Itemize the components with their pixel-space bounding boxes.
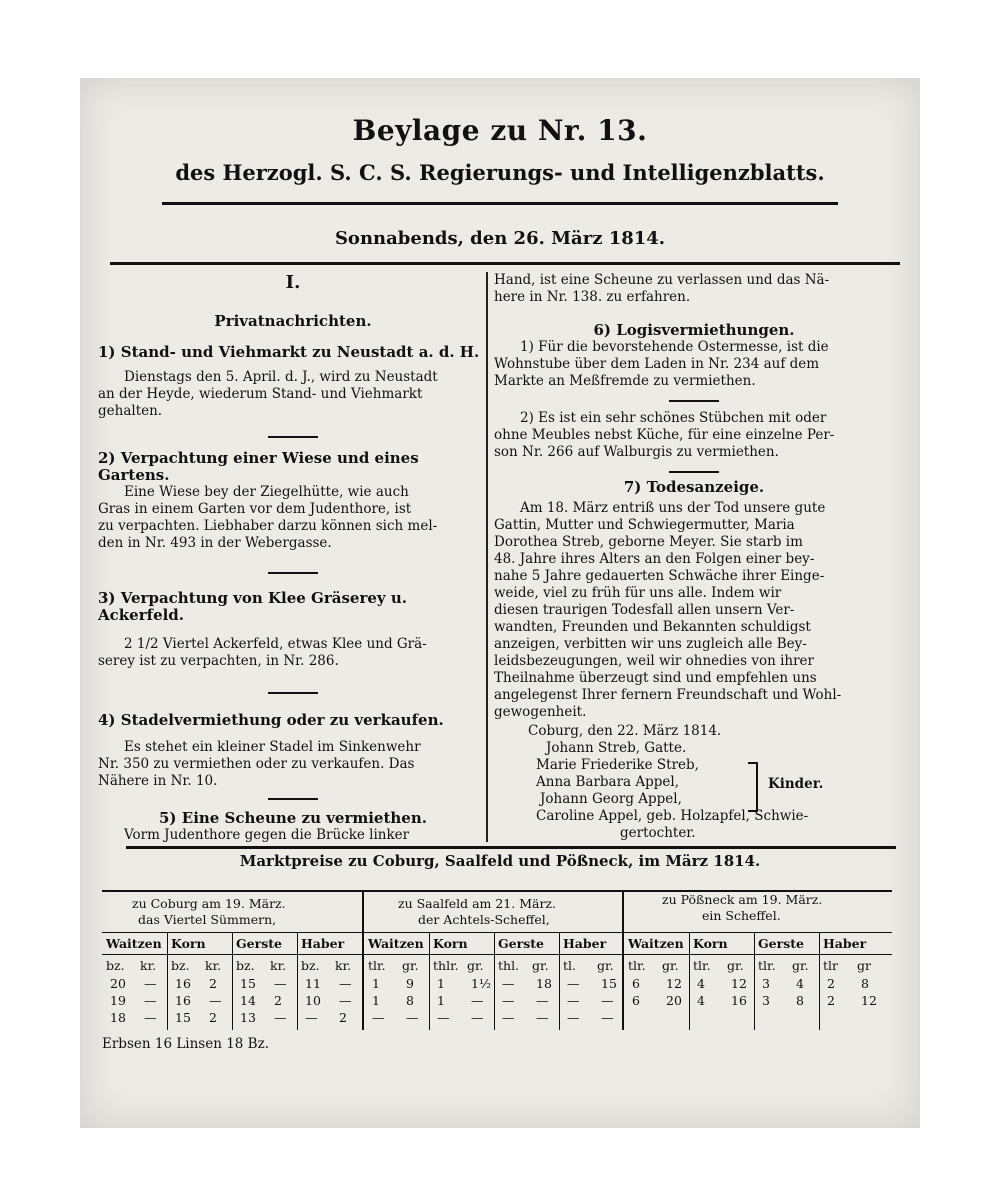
column-divider: [486, 272, 488, 842]
grain-header: Gerste: [236, 936, 282, 951]
price-cell: —: [567, 993, 580, 1008]
notice-title: 4) Stadelvermiethung oder zu verkaufen.: [98, 711, 444, 729]
market-price-table: [102, 870, 902, 1060]
unit-label: gr: [857, 958, 871, 973]
price-cell: 2: [209, 1010, 217, 1025]
notice-body: Eine Wiese bey der Ziegelhütte, wie auch Gras in einem Garten vor dem Judenthore, ist zu verpachten. Liebhaber darzu können sich mel- den in Nr. 493 in der Webergasse.: [98, 484, 438, 551]
grain-header: Haber: [563, 936, 607, 951]
price-cell: —: [502, 993, 515, 1008]
unit-label: gr.: [662, 958, 679, 973]
notice-body: Es stehet ein kleiner Stadel im Sinkenwehr Nr. 350 zu vermiethen oder zu verkaufen. Das Nähere in Nr. 10.: [98, 739, 421, 789]
price-cell: 16: [175, 993, 191, 1008]
price-cell: 20: [110, 976, 126, 991]
price-cell: 6: [632, 976, 640, 991]
unit-label: bz.: [301, 958, 320, 973]
newspaper-page: [80, 78, 920, 1128]
grain-header: Gerste: [758, 936, 804, 951]
group-header: ein Scheffel.: [702, 908, 781, 923]
separator: [268, 436, 318, 438]
notice-body: 2 1/2 Viertel Ackerfeld, etwas Klee und Grä- serey ist zu verpachten, in Nr. 286.: [98, 636, 427, 669]
cell-divider: [754, 932, 755, 1030]
price-cell: —: [601, 993, 614, 1008]
page-subtitle: des Herzogl. S. C. S. Regierungs- und Intelligenzblatts.: [175, 160, 825, 185]
unit-label: gr.: [597, 958, 614, 973]
unit-label: gr.: [402, 958, 419, 973]
price-cell: —: [536, 993, 549, 1008]
notice-title: 1) Stand- und Viehmarkt zu Neustadt a. d. H.: [98, 343, 480, 361]
price-cell: —: [437, 1010, 450, 1025]
price-cell: —: [567, 1010, 580, 1025]
price-cell: —: [502, 976, 515, 991]
price-cell: 1½: [471, 976, 492, 991]
price-cell: 4: [697, 993, 705, 1008]
signer: Johann Streb, Gatte.: [546, 740, 687, 756]
cell-divider: [167, 932, 168, 1030]
notice-body: Dienstags den 5. April. d. J., wird zu Neustadt an der Heyde, wiederum Stand- und Viehmarkt gehalten.: [98, 369, 438, 419]
group-header: zu Coburg am 19. März.: [132, 896, 286, 911]
notice-title: 3) Verpachtung von Klee Gräserey u. Ackerfeld.: [98, 589, 407, 624]
grain-header: Korn: [693, 936, 728, 951]
price-cell: 10: [305, 993, 321, 1008]
price-cell: 2: [209, 976, 217, 991]
price-cell: 15: [175, 1010, 191, 1025]
header-rule: [102, 954, 892, 955]
price-cell: 2: [274, 993, 282, 1008]
price-cell: 20: [666, 993, 682, 1008]
price-cell: 12: [861, 993, 877, 1008]
price-cell: —: [274, 976, 287, 991]
price-cell: —: [144, 993, 157, 1008]
price-cell: 2: [339, 1010, 347, 1025]
unit-label: kr.: [140, 958, 157, 973]
unit-label: tlr.: [628, 958, 646, 973]
price-cell: 8: [861, 976, 869, 991]
place-date: Coburg, den 22. März 1814.: [528, 723, 722, 739]
grain-header: Korn: [171, 936, 206, 951]
page-title: Beylage zu Nr. 13.: [352, 114, 648, 147]
signer: Johann Georg Appel,: [540, 791, 682, 807]
right-column: Hand, ist eine Scheune zu verlassen und das Nä- here in Nr. 138. zu erfahren. 6) Logisvermiethungen. 1) Für die bevorstehende Ostermesse, ist die Wohnstube über dem Laden in Nr. 234 auf dem Markte an Meßfremde zu vermiethen. 2) Es ist ein sehr schönes Stübchen mit oder ohne Meubles nebst Küche, für eine einzelne Per- son Nr. 266 auf Walburgis zu vermiethen. 7) Todesanzeige. Am 18. März entriß uns der Tod unsere gute Gattin, Mutter und Schwiegermutter, Maria Dorothea Streb, geborne Meyer. Sie starb im 48. Jahre ihres Alters an den Folgen einer bey- nahe 5 Jahre gedauerten Schwäche ihrer Einge- weide, viel zu früh für uns alle. Indem wir diesen traurigen Todesfall allen unsern Ver- wandten, Freunden und Bekannten schuldigst anzeigen, verbitten wir uns zugleich alle Bey- leidsbezeugungen, weil wir ohnedies von ihrer Theilnahme überzeugt sind und empfehlen uns angelegenst Ihrer fernern Freundschaft und Wohl- gewogenheit.: [494, 272, 894, 721]
price-cell: 13: [240, 1010, 256, 1025]
notice-body: 1) Für die bevorstehende Ostermesse, ist die Wohnstube über dem Laden in Nr. 234 auf dem Markte an Meßfremde zu vermiethen.: [494, 339, 829, 389]
cell-divider: [559, 932, 560, 1030]
market-title: Marktpreise zu Coburg, Saalfeld und Pößneck, im März 1814.: [239, 852, 761, 870]
price-cell: 8: [796, 993, 804, 1008]
unit-label: bz.: [106, 958, 125, 973]
price-cell: 16: [175, 976, 191, 991]
grain-header: Haber: [823, 936, 867, 951]
notice-title: 6) Logisvermiethungen.: [593, 321, 795, 339]
price-cell: 4: [697, 976, 705, 991]
price-cell: 1: [437, 993, 445, 1008]
price-cell: 1: [437, 976, 445, 991]
unit-label: tlr.: [368, 958, 386, 973]
grain-header: Haber: [301, 936, 345, 951]
price-cell: 4: [796, 976, 804, 991]
signer: Caroline Appel, geb. Holzapfel, Schwie-: [536, 808, 809, 824]
price-cell: —: [372, 1010, 385, 1025]
left-column: [98, 274, 488, 844]
unit-label: tlr: [823, 958, 838, 973]
price-cell: 1: [372, 993, 380, 1008]
cell-divider: [819, 932, 820, 1030]
group-header: das Viertel Sümmern,: [138, 912, 277, 927]
grain-header: Waitzen: [368, 936, 424, 951]
section-number: I.: [285, 272, 301, 293]
group-header: der Achtels-Scheffel,: [418, 912, 550, 927]
price-cell: —: [144, 976, 157, 991]
unit-label: gr.: [727, 958, 744, 973]
table-top-rule: [126, 846, 896, 849]
cell-divider: [494, 932, 495, 1030]
price-cell: 19: [110, 993, 126, 1008]
unit-label: thlr.: [433, 958, 459, 973]
price-cell: 3: [762, 993, 770, 1008]
price-cell: 16: [731, 993, 747, 1008]
cell-divider: [429, 932, 430, 1030]
price-cell: —: [471, 1010, 484, 1025]
price-cell: —: [339, 976, 352, 991]
price-cell: 11: [305, 976, 321, 991]
signer: gertochter.: [620, 825, 696, 841]
price-cell: —: [502, 1010, 515, 1025]
price-cell: 6: [632, 993, 640, 1008]
table-footer: Erbsen 16 Linsen 18 Bz.: [102, 1036, 269, 1052]
unit-label: thl.: [498, 958, 520, 973]
unit-label: gr.: [792, 958, 809, 973]
price-cell: 3: [762, 976, 770, 991]
price-cell: —: [274, 1010, 287, 1025]
separator: [669, 471, 719, 473]
price-cell: 14: [240, 993, 256, 1008]
unit-label: gr.: [467, 958, 484, 973]
price-cell: —: [471, 993, 484, 1008]
issue-date: Sonnabends, den 26. März 1814.: [334, 228, 666, 249]
cell-divider: [297, 932, 298, 1030]
grain-header: Gerste: [498, 936, 544, 951]
price-cell: 2: [827, 993, 835, 1008]
price-cell: 2: [827, 976, 835, 991]
price-cell: —: [144, 1010, 157, 1025]
price-cell: 18: [536, 976, 552, 991]
separator: [268, 572, 318, 574]
group-header: zu Pößneck am 19. März.: [662, 892, 823, 907]
signer: Anna Barbara Appel,: [536, 774, 680, 790]
notice-title: 2) Verpachtung einer Wiese und eines Gartens.: [98, 449, 419, 484]
group-header: zu Saalfeld am 21. März.: [398, 896, 556, 911]
price-cell: 15: [240, 976, 256, 991]
price-cell: 12: [666, 976, 682, 991]
price-cell: 18: [110, 1010, 126, 1025]
notice-title: 7) Todesanzeige.: [623, 478, 765, 496]
date-rule: [110, 262, 900, 265]
notice-title: 5) Eine Scheune zu vermiethen.: [159, 809, 427, 827]
price-cell: —: [209, 993, 222, 1008]
unit-label: gr.: [532, 958, 549, 973]
price-cell: —: [305, 1010, 318, 1025]
section-title: Privatnachrichten.: [214, 312, 372, 330]
price-cell: —: [339, 993, 352, 1008]
price-cell: 15: [601, 976, 617, 991]
price-cell: 12: [731, 976, 747, 991]
grain-header: Korn: [433, 936, 468, 951]
unit-label: bz.: [236, 958, 255, 973]
unit-label: bz.: [171, 958, 190, 973]
children-label: Kinder.: [768, 776, 824, 792]
grain-header: Waitzen: [628, 936, 684, 951]
notice-body: Vorm Judenthore gegen die Brücke linker: [124, 827, 410, 843]
separator: [268, 798, 318, 800]
unit-label: kr.: [270, 958, 287, 973]
notice-body: 2) Es ist ein sehr schönes Stübchen mit oder ohne Meubles nebst Küche, für eine einzelne Per- son Nr. 266 auf Walburgis zu vermiethen.: [494, 410, 835, 460]
unit-label: tlr.: [693, 958, 711, 973]
unit-label: tlr.: [758, 958, 776, 973]
price-cell: 8: [406, 993, 414, 1008]
brace: [748, 762, 758, 812]
separator: [268, 692, 318, 694]
price-cell: 9: [406, 976, 414, 991]
unit-label: kr.: [335, 958, 352, 973]
price-cell: —: [536, 1010, 549, 1025]
price-cell: 1: [372, 976, 380, 991]
cell-divider: [232, 932, 233, 1030]
cell-divider: [689, 932, 690, 1030]
unit-label: tl.: [563, 958, 576, 973]
price-cell: —: [567, 976, 580, 991]
price-cell: —: [406, 1010, 419, 1025]
title-rule: [162, 202, 838, 205]
signer: Marie Friederike Streb,: [536, 757, 699, 773]
grain-header: Waitzen: [106, 936, 162, 951]
unit-label: kr.: [205, 958, 222, 973]
separator: [669, 400, 719, 402]
death-notice-body: Am 18. März entriß uns der Tod unsere gute Gattin, Mutter und Schwiegermutter, Maria Dorothea Streb, geborne Meyer. Sie starb im 48. Jahre ihres Alters an den Folgen einer bey- nahe 5 Jahre gedauerten Schwäche ihrer Einge- weide, viel zu früh für uns alle. Indem wir diesen traurigen Todesfall allen unsern Ver- wandten, Freunden und Bekannten schuldigst anzeigen, verbitten wir uns zugleich alle Bey- leidsbezeugungen, weil wir ohnedies von ihrer Theilnahme überzeugt sind und empfehlen uns angelegenst Ihrer fernern Freundschaft und Wohl- gewogenheit.: [494, 500, 842, 720]
price-cell: —: [601, 1010, 614, 1025]
